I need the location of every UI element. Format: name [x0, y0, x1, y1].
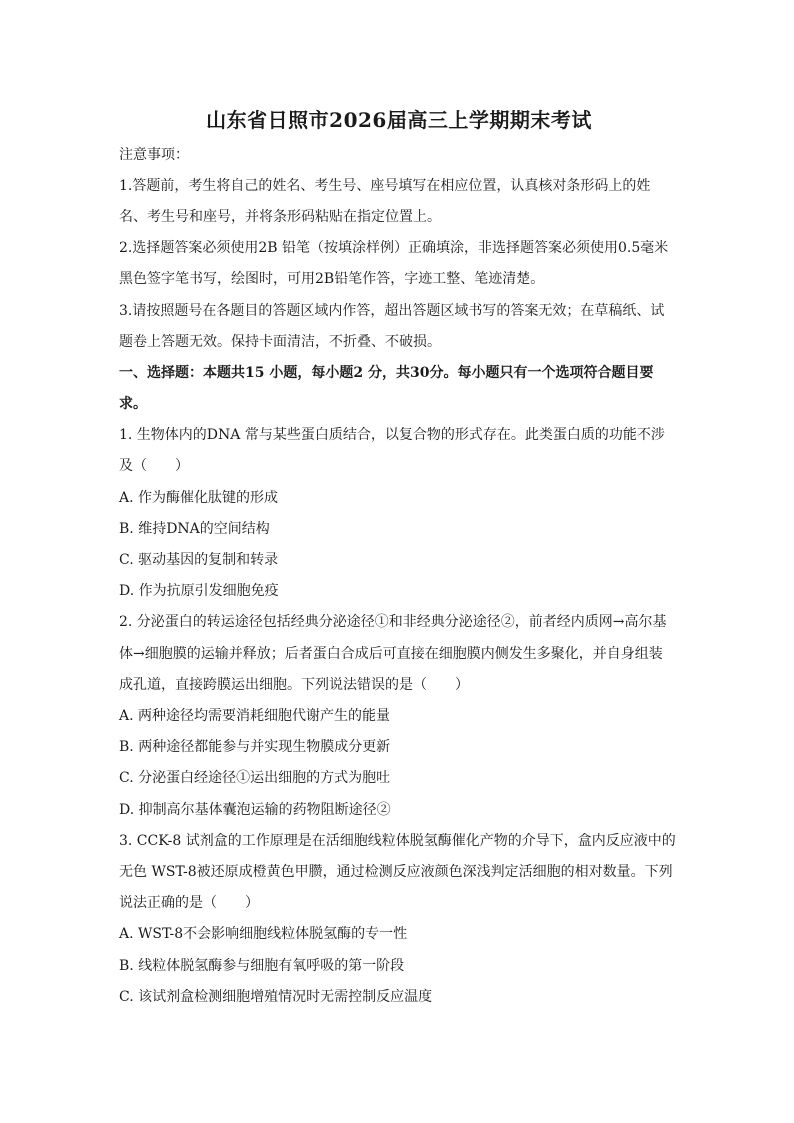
question-1-stem-line-1: 1. 生物体内的DNA 常与某些蛋白质结合，以复合物的形式存在。此类蛋白质的功能不涉 [119, 427, 665, 443]
question-3-stem-line-3: 说法正确的是（ ） [119, 895, 259, 911]
notice-item-3-line-1: 3.请按照题号在各题目的答题区域内作答，超出答题区域书写的答案无效；在草稿纸、试 [119, 303, 665, 319]
question-2-stem-line-3: 成孔道，直接跨膜运出细胞。下列说法错误的是（ ） [119, 677, 469, 693]
question-3-option-b: B. 线粒体脱氢酶参与细胞有氧呼吸的第一阶段 [119, 958, 405, 974]
question-1-option-d: D. 作为抗原引发细胞免疫 [119, 583, 279, 599]
question-1-stem-line-2: 及（ ） [119, 458, 189, 474]
question-3-option-c: C. 该试剂盒检测细胞增殖情况时无需控制反应温度 [119, 989, 433, 1005]
notice-item-1-line-1: 1.答题前，考生将自己的姓名、考生号、座号填写在相应位置，认真核对条形码上的姓 [119, 178, 651, 194]
question-2-stem-line-2: 体→细胞膜的运输并释放；后者蛋白合成后可直接在细胞膜内侧发生多聚化，并自身组装 [119, 646, 663, 662]
notice-heading: 注意事项： [119, 147, 189, 163]
section-heading-line-2: 求。 [119, 396, 147, 412]
question-2-option-a: A. 两种途径均需要消耗细胞代谢产生的能量 [119, 708, 391, 724]
section-heading-line-1: 一、选择题：本题共15 小题，每小题2 分，共30分。每小题只有一个选项符合题目要 [119, 365, 654, 381]
question-2-option-d: D. 抑制高尔基体囊泡运输的药物阻断途径② [119, 802, 391, 818]
question-3-stem-line-1: 3. CCK-8 试剂盒的工作原理是在活细胞线粒体脱氢酶催化产物的介导下，盒内反应液中的 [119, 833, 676, 849]
question-2-option-c: C. 分泌蛋白经途径①运出细胞的方式为胞吐 [119, 770, 391, 786]
question-3-stem-line-2: 无色 WST-8被还原成橙黄色甲臜，通过检测反应液颜色深浅判定活细胞的相对数量。下列 [119, 864, 673, 880]
notice-item-2-line-2: 黑色签字笔书写，绘图时，可用2B铅笔作答，字迹工整、笔迹清楚。 [119, 271, 545, 287]
notice-item-1-line-2: 名、考生号和座号，并将条形码粘贴在指定位置上。 [119, 209, 441, 225]
exam-title: 山东省日照市2026届高三上学期期末考试 [206, 108, 592, 132]
question-1-option-b: B. 维持DNA的空间结构 [119, 521, 270, 537]
notice-item-2-line-1: 2.选择题答案必须使用2B 铅笔（按填涂样例）正确填涂，非选择题答案必须使用0.5毫米 [119, 240, 669, 256]
question-2-stem-line-1: 2. 分泌蛋白的转运途径包括经典分泌途径①和非经典分泌途径②，前者经内质网→高尔基 [119, 614, 667, 630]
question-1-option-c: C. 驱动基因的复制和转录 [119, 552, 279, 568]
question-1-option-a: A. 作为酶催化肽键的形成 [119, 490, 279, 506]
notice-item-3-line-2: 题卷上答题无效。保持卡面清洁，不折叠、不破损。 [119, 334, 441, 350]
question-3-option-a: A. WST-8不会影响细胞线粒体脱氢酶的专一性 [119, 926, 408, 942]
question-2-option-b: B. 两种途径都能参与并实现生物膜成分更新 [119, 739, 391, 755]
